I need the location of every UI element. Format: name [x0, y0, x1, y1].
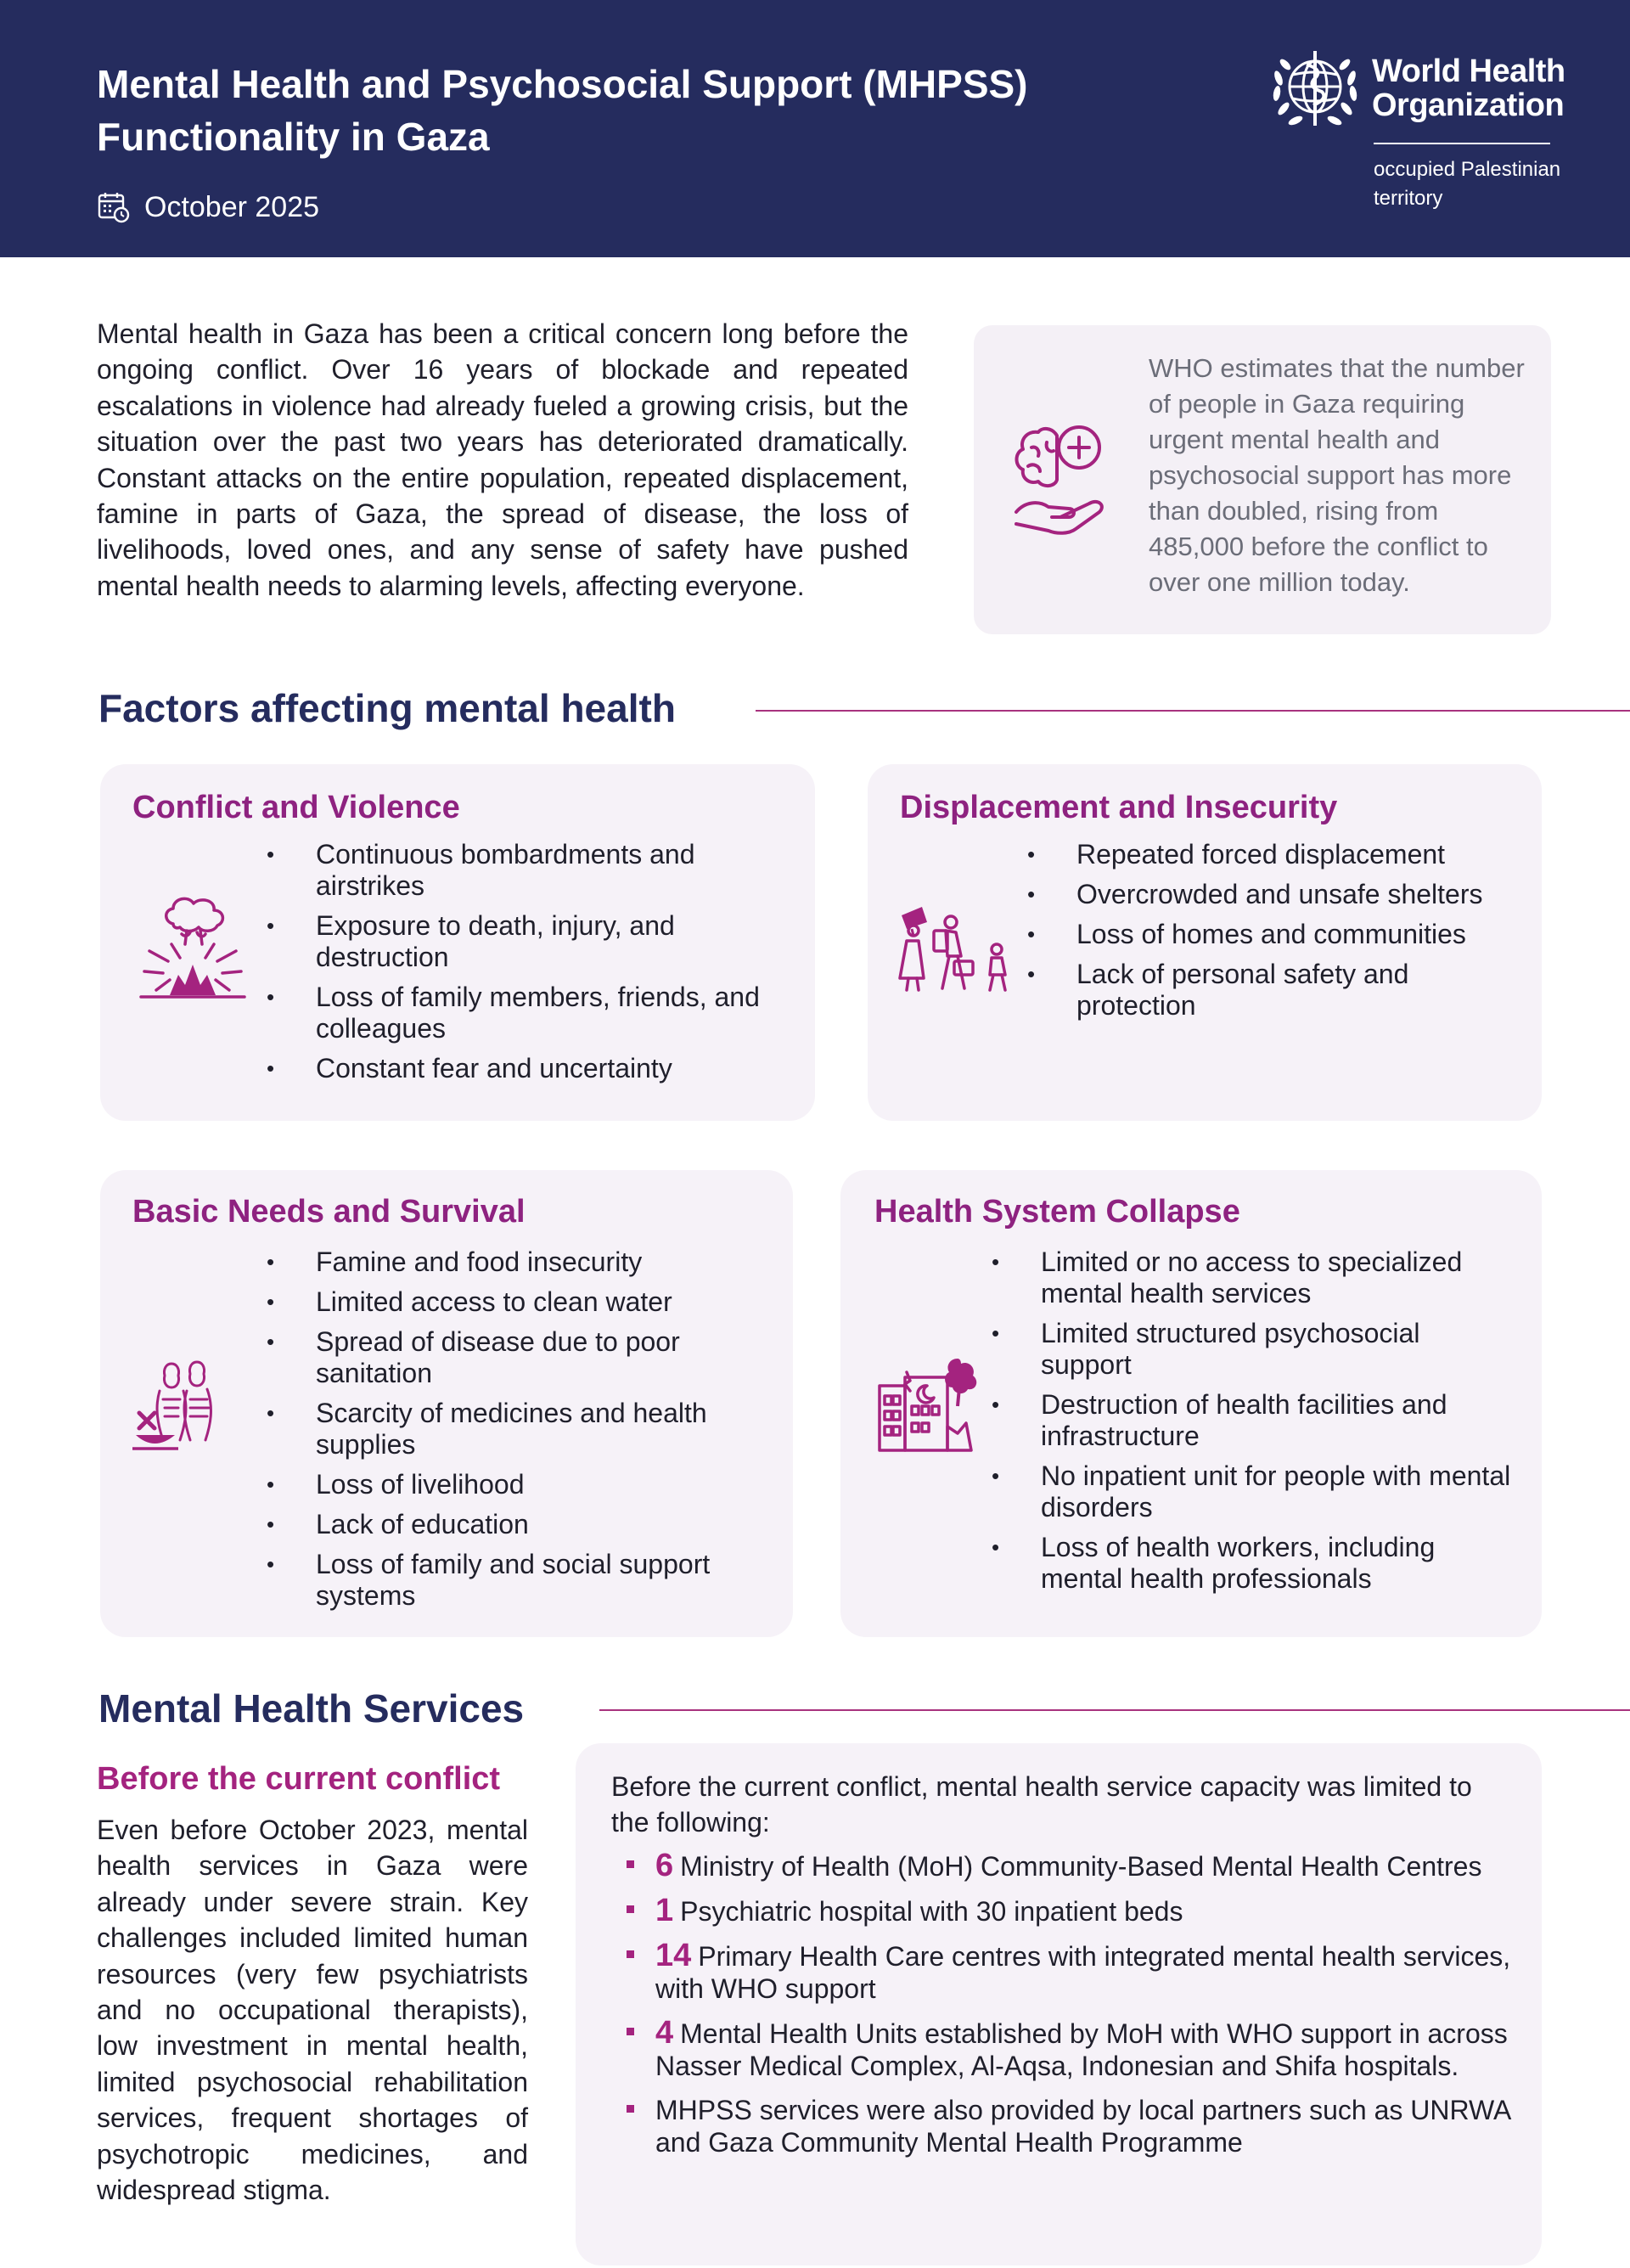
factor-list-item: • No inpatient unit for people with mental disorders: [992, 1460, 1518, 1523]
page-header: [0, 0, 1630, 257]
factor-card-conflict: [100, 764, 815, 1121]
service-capacity-item: [627, 2094, 1518, 2158]
service-description: Mental Health Units established by MoH with WHO support in across Nasser Medical Complex, Al-Aqsa, Indonesian and Shifa hospitals.: [655, 2018, 1508, 2081]
factor-list-item: • Destruction of health facilities and infrastructure: [992, 1389, 1518, 1452]
bullet-square: [627, 1950, 634, 1958]
service-description: Psychiatric hospital with 30 inpatient beds: [680, 1896, 1183, 1927]
factor-list: [267, 839, 784, 1093]
service-description: MHPSS services were also provided by local partners such as UNRWA and Gaza Community Mental Health Programme: [655, 2095, 1510, 2158]
factor-list-item: • Loss of family members, friends, and colleagues: [267, 982, 784, 1044]
factor-card-title: Conflict and Violence: [132, 790, 460, 825]
bullet-square: [627, 1860, 634, 1868]
service-description: Primary Health Care centres with integrated mental health services, with WHO support: [655, 1941, 1511, 2004]
organization-region-line-1: occupied Palestinian: [1374, 158, 1561, 181]
service-capacity-item: [627, 1849, 1518, 1882]
page-title-line-2: Functionality in Gaza: [97, 115, 490, 159]
factor-list-item: • Repeated forced displacement: [1027, 839, 1520, 870]
service-capacity-item: [627, 1894, 1518, 1928]
factor-card-title: Basic Needs and Survival: [132, 1194, 526, 1230]
factor-list-item: • Loss of livelihood: [267, 1469, 767, 1500]
factor-list-item: • Exposure to death, injury, and destruction: [267, 910, 784, 973]
factor-card-title: Health System Collapse: [874, 1194, 1240, 1230]
before-conflict-subheading: Before the current conflict: [97, 1761, 501, 1797]
estimate-text: WHO estimates that the number of people in Gaza requiring urgent mental health and psychosocial support has more than doubled, rising from 485,000 before the conflict to over one million today.: [1149, 353, 1525, 597]
publication-date: [97, 189, 319, 226]
bullet-square: [627, 2105, 634, 2113]
services-heading: Mental Health Services: [98, 1686, 525, 1731]
factor-card-basic-needs: [100, 1170, 793, 1637]
factor-list: [1027, 839, 1520, 1030]
displaced-people-icon: [893, 900, 1020, 993]
bullet-square: [627, 1905, 634, 1913]
service-count: 1: [655, 1893, 674, 1928]
factor-list-item: • Scarcity of medicines and health supplies: [267, 1398, 767, 1460]
date-text: October 2025: [144, 190, 320, 223]
service-count: 4: [655, 2015, 674, 2051]
factor-list-item: • Constant fear and uncertainty: [267, 1053, 784, 1084]
organization-name-line-2: Organization: [1372, 87, 1565, 123]
intro-paragraph: Mental health in Gaza has been a critical concern long before the ongoing conflict. Over 16 years of blockade and repeated escalations in violence had already fueled a growing crisis, but the situation over the past two years has deteriorated dramatically. Constant attacks on the entire population, repeated displacement, famine in parts of Gaza, the spread of disease, the loss of livelihoods, loved ones, and any sense of safety have pushed mental health needs to alarming levels, affecting everyone.: [97, 318, 908, 601]
factor-list-item: • Limited access to clean water: [267, 1286, 767, 1318]
explosion-icon: [138, 893, 248, 1000]
factor-card-title: Displacement and Insecurity: [900, 790, 1338, 825]
estimate-callout: [974, 325, 1551, 634]
who-emblem-icon: [1267, 44, 1363, 136]
damaged-hospital-icon: [876, 1355, 986, 1457]
before-conflict-text: Even before October 2023, mental health services in Gaza were already under severe strain. Key challenges included limited human resources (very few psychiatrists and no occupational therapists), low investment in mental health, limited psychosocial rehabilitation services, frequent shortages of psychotropic medicines, and widespread stigma.: [97, 1815, 528, 2206]
service-count: 14: [655, 1938, 692, 1973]
bullet-square: [627, 2028, 634, 2035]
hunger-icon: [129, 1357, 239, 1459]
factor-list-item: • Loss of homes and communities: [1027, 919, 1520, 950]
factor-list-item: • Limited structured psychosocial support: [992, 1318, 1518, 1381]
factor-list-item: • Limited or no access to specialized mental health services: [992, 1247, 1518, 1309]
service-capacity-box: [576, 1743, 1542, 2265]
page-title: [97, 58, 1158, 163]
factor-card-displacement: [868, 764, 1542, 1121]
factor-list-item: • Lack of education: [267, 1509, 767, 1540]
factor-list-item: • Lack of personal safety and protection: [1027, 959, 1520, 1021]
organization-region: [1374, 155, 1577, 213]
brain-in-hand-icon: [1009, 417, 1120, 536]
organization-region-line-2: territory: [1374, 187, 1443, 210]
factor-list-item: • Loss of family and social support systems: [267, 1549, 767, 1612]
factor-list: [992, 1247, 1518, 1603]
service-capacity-intro: Before the current conflict, mental health service capacity was limited to the following:: [611, 1771, 1472, 1837]
logo-divider: [1374, 143, 1550, 144]
factor-list: [267, 1247, 767, 1620]
factors-heading: Factors affecting mental health: [98, 686, 676, 730]
service-capacity-item: [627, 2017, 1518, 2082]
service-count: 6: [655, 1848, 674, 1883]
factor-card-health-system: [840, 1170, 1542, 1637]
page-title-line-1: Mental Health and Psychosocial Support (MHPSS): [97, 62, 1028, 106]
service-description: Ministry of Health (MoH) Community-Based Mental Health Centres: [680, 1851, 1482, 1882]
factor-list-item: • Loss of health workers, including mental health professionals: [992, 1532, 1518, 1595]
organization-name: [1372, 54, 1576, 122]
service-capacity-item: [627, 1939, 1518, 2005]
factors-heading-rule: [756, 710, 1630, 712]
service-capacity-list: [627, 1849, 1518, 2170]
factor-list-item: • Famine and food insecurity: [267, 1247, 767, 1278]
calendar-icon: [97, 190, 131, 224]
services-heading-rule: [599, 1709, 1630, 1711]
factor-list-item: • Spread of disease due to poor sanitation: [267, 1326, 767, 1389]
factor-list-item: • Overcrowded and unsafe shelters: [1027, 879, 1520, 910]
organization-name-line-1: World Health: [1372, 53, 1565, 89]
factor-list-item: • Continuous bombardments and airstrikes: [267, 839, 784, 902]
